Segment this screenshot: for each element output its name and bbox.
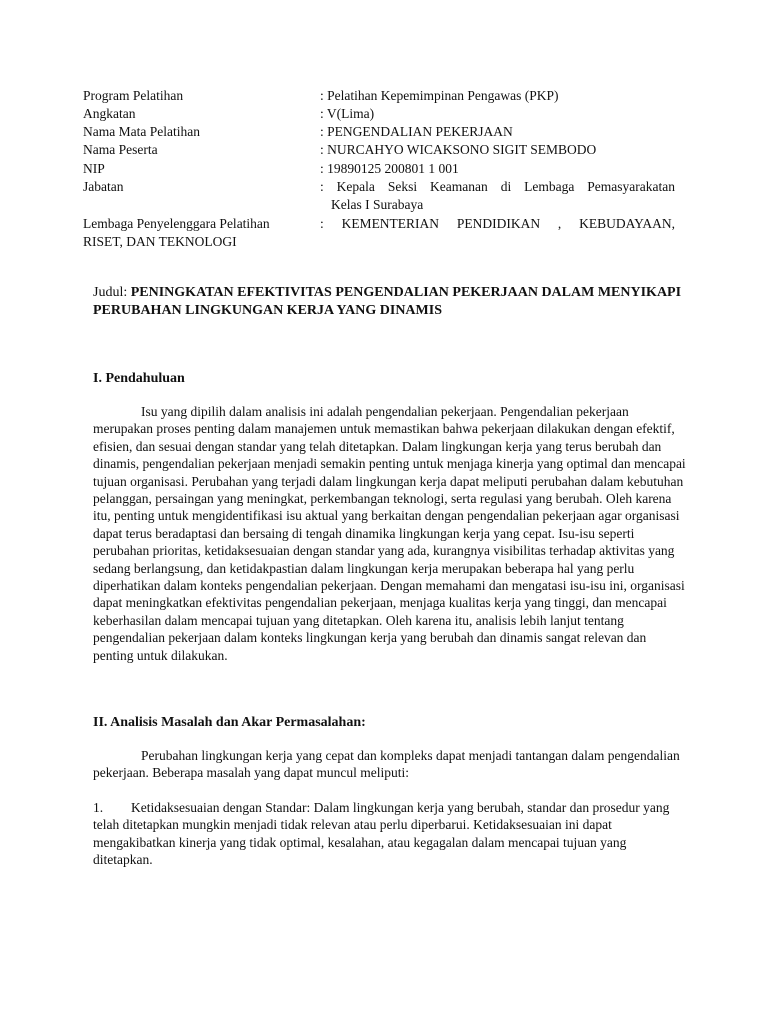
meta-label: Jabatan xyxy=(83,179,124,194)
meta-value: : 19890125 200801 1 001 xyxy=(320,161,459,176)
paragraph-text: Perubahan lingkungan kerja yang cepat dan kompleks dapat menjadi tantangan dalam pengendalian pekerjaan. Beberapa masalah yang dapat muncul meliputi: xyxy=(93,748,680,781)
meta-value: : Pelatihan Kepemimpinan Pengawas (PKP) xyxy=(320,88,559,103)
meta-value: : NURCAHYO WICAKSONO SIGIT SEMBODO xyxy=(320,142,597,157)
lembaga-continuation: RISET, DAN TEKNOLOGI xyxy=(83,234,237,249)
section-heading-analisis: II. Analisis Masalah dan Akar Permasalahan: xyxy=(93,715,366,730)
meta-label: Nama Peserta xyxy=(83,142,158,157)
meta-label: Nama Mata Pelatihan xyxy=(83,124,200,139)
paragraph-analisis xyxy=(93,747,689,782)
document-title xyxy=(93,284,693,320)
list-item xyxy=(93,799,689,869)
meta-value: : PENGENDALIAN PEKERJAAN xyxy=(320,124,513,139)
meta-label: Lembaga Penyelenggara Pelatihan xyxy=(83,216,270,231)
meta-label: NIP xyxy=(83,161,105,176)
list-item-text: Ketidaksesuaian dengan Standar: Dalam lingkungan kerja yang berubah, standar dan prosedur yang telah ditetapkan mungkin menjadi tidak relevan atau perlu diperbarui. Ketidaksesuaian ini dapat mengakibatkan kinerja yang tidak optimal, kesalahan, atau kegagalan dalam mencapai tujuan yang ditetapkan. xyxy=(93,800,670,868)
jabatan-continuation: Kelas I Surabaya xyxy=(331,197,424,212)
meta-value: : Kepala Seksi Keamanan di Lembaga Pemasyarakatan xyxy=(320,179,675,194)
meta-label: Program Pelatihan xyxy=(83,88,184,103)
title-prefix: Judul: xyxy=(93,285,131,300)
title-text: PENINGKATAN EFEKTIVITAS PENGENDALIAN PEKERJAAN DALAM MENYIKAPI PERUBAHAN LINGKUNGAN KERJA YANG DINAMIS xyxy=(93,285,682,318)
meta-value: : KEMENTERIAN PENDIDIKAN , KEBUDAYAAN, xyxy=(320,216,675,231)
section-heading-pendahuluan: I. Pendahuluan xyxy=(93,371,185,386)
meta-label: Angkatan xyxy=(83,106,136,121)
paragraph-text: Isu yang dipilih dalam analisis ini adalah pengendalian pekerjaan. Pengendalian pekerjaan merupakan proses penting dalam manajemen untuk memastikan bahwa pekerjaan dilakukan dengan efektif, efisien, dan sesuai dengan standar yang telah ditetapkan. Dalam lingkungan kerja yang terus berubah dan dinamis, pengendalian pekerjaan menjadi semakin penting untuk menjaga kinerja yang optimal dan mencapai tujuan organisasi. Perubahan yang terjadi dalam lingkungan kerja dapat meliputi perubahan dalam kebutuhan pelanggan, persaingan yang meningkat, perkembangan teknologi, serta regulasi yang berubah. Oleh karena itu, penting untuk mengidentifikasi isu aktual yang berkaitan dengan pengendalian pekerjaan agar organisasi dapat terus beradaptasi dan bersaing di tengah dinamika lingkungan kerja yang cepat. Isu-isu seperti perubahan prioritas, ketidaksesuaian dengan standar yang ada, kurangnya visibilitas terhadap aktivitas yang sedang berlangsung, dan ketidakpastian dalam lingkungan kerja merupakan beberapa hal yang perlu diperhatikan dalam konteks pengendalian pekerjaan. Dengan memahami dan mengatasi isu-isu ini, organisasi dapat meningkatkan efektivitas pengendalian pekerjaan, menjaga kualitas kerja yang tinggi, dan mencapai keberhasilan dalam mencapai tujuan yang ditetapkan. Oleh karena itu, analisis lebih lanjut tentang pengendalian pekerjaan dalam konteks lingkungan kerja yang berubah dan dinamis sangat relevan dan penting untuk dilakukan. xyxy=(93,404,686,663)
list-number: 1. xyxy=(93,800,104,815)
paragraph-pendahuluan xyxy=(93,403,689,664)
meta-value: : V(Lima) xyxy=(320,106,375,121)
